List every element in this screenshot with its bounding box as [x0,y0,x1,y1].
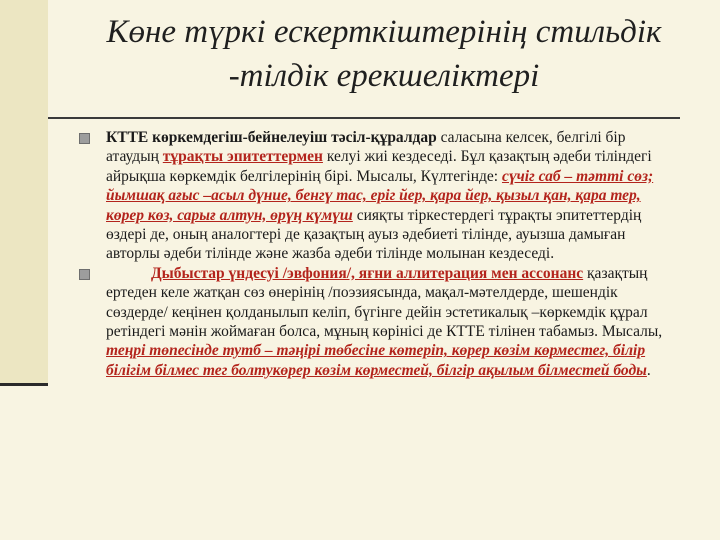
paragraph-text: саласына келсек, белгілі бір атаудың [106,129,626,166]
paragraph-text: қазақтың ертеден келе жатқан сөз өнерінің /поэзиясында, мақал-мәтелдерде, шешендік сөздерде/ кеңінен қолданылып келіп, бүгінге дейін эстетикалық –көркемдік құрал ретіндегі мәнін жоймаған болса, мұның көрінісі де КТТЕ тілінен табамыз. Мысалы, [106,264,663,341]
bullet-paragraph-2 [106,264,681,380]
square-bullet-icon [79,133,90,144]
title-line-2: -тілдік ерекшеліктері [228,58,540,94]
accent-band-divider [0,383,48,386]
paragraph-end: . [646,361,651,379]
bullet-paragraph-1 [106,128,681,264]
left-accent-band [0,0,48,385]
slide-content [106,128,681,380]
highlight-epithets: тұрақты эпитеттермен [162,148,323,166]
title-underline-rule [48,117,680,119]
example-phrases: теңрі төпесінде тутб – тәңірі төбесіне көтеріп, көрер көзім көрместег, білір білігім білмес тег болтукөрер көзім көрместей, білгір ақылым білместей боды [106,342,647,379]
example-phrases: сүчіг саб – тәтті сөз; йымшақ ағыс –асыл дүние, бенгү тас, еріг йер, қара йер, қызыл қан, қара тер, көрер көз, сарығ алтун, өрүң күмүш [106,167,654,224]
title-line-1: Көне түркі ескерткіштерінің стильдік [106,14,662,50]
square-bullet-icon [79,269,90,280]
paragraph-text: келуі жиі кездеседі. Бұл қазақтың әдеби тіліндегі айрықша көркемдік белгілерінің бірі. Мысалы, Күлтегінде: [106,148,652,185]
paragraph-text: сияқты тіркестердегі тұрақты эпитеттердің өздері де, оның аналогтері де қазақтың ауыз әдебиеті тілінде, ауызша дамыған авторлы әдеби тілінде және жазба әдеби тілінде молынан кездеседі. [106,206,642,263]
highlight-alliteration: Дыбыстар үндесуі /эвфония/, яғни аллитерация мен ассонанс [151,264,584,282]
bold-term: КТТЕ көркемдегіш-бейнелеуіш тәсіл-құралдар [106,129,437,146]
slide-title [64,10,704,98]
